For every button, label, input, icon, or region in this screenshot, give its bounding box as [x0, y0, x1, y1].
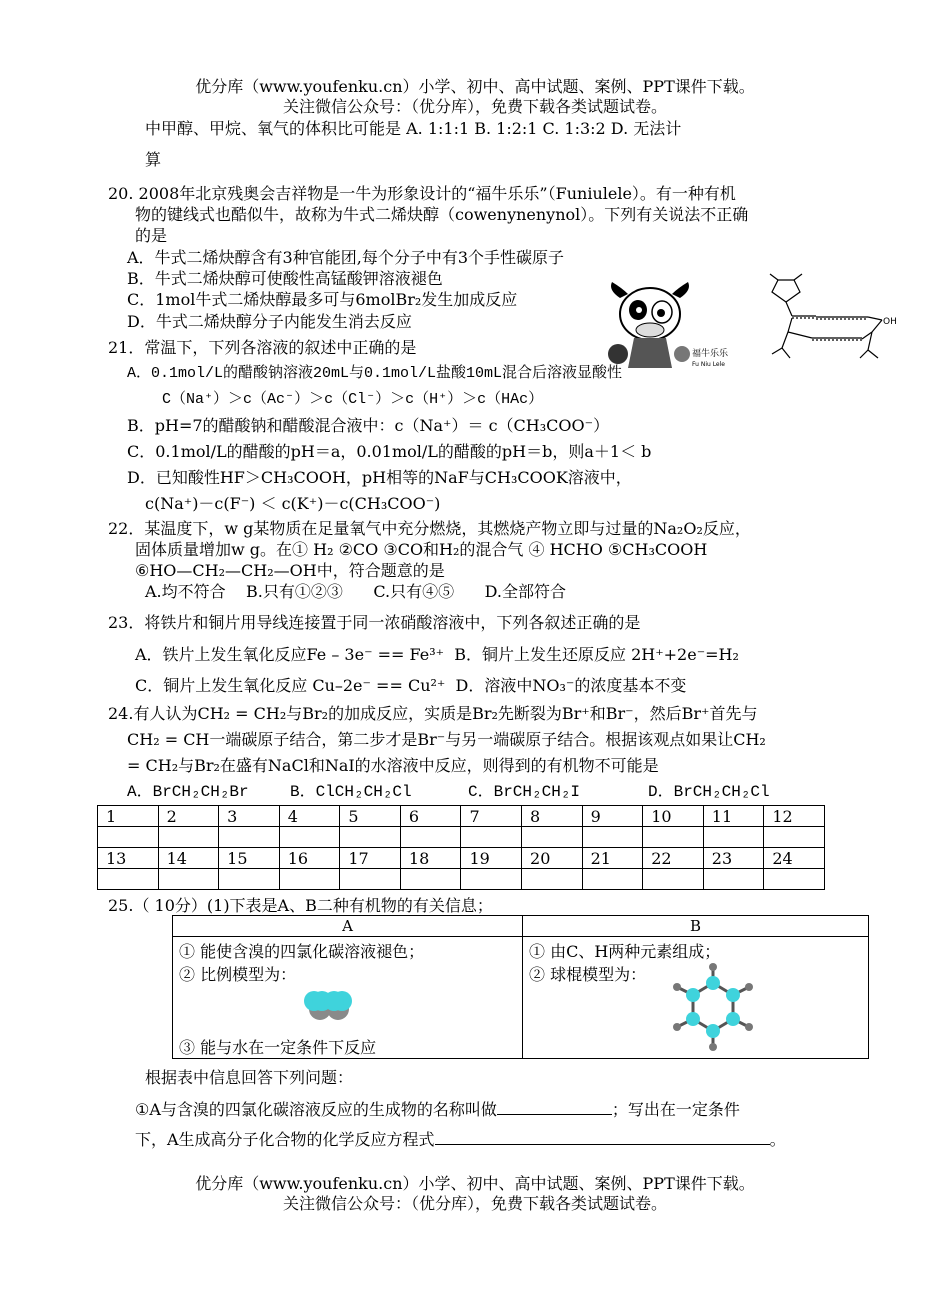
info-col-b-header: B: [523, 916, 869, 937]
answer-cell: 20: [522, 848, 583, 869]
answer-cell: 5: [340, 806, 401, 827]
q22-options: A.均不符合 B.只有①②③ C.只有④⑤ D.全部符合: [145, 582, 566, 601]
footer-line-2: 关注微信公众号：（优分库），免费下载各类试题试卷。: [282, 1194, 667, 1213]
q20-option-d: D．牛式二烯炔醇分子内能发生消去反应: [127, 312, 412, 331]
q25-stem: 25.（ 10分）(1)下表是A、B二种有机物的有关信息；: [108, 896, 493, 915]
q25-sub1-text-2: ；写出在一定条件: [611, 1100, 740, 1119]
q25-sub2-text: 下，A生成高分子化合物的化学反应方程式: [135, 1130, 435, 1149]
a-fact-2: ② 比例模型为：: [179, 965, 297, 984]
q21-stem: 21．常温下，下列各溶液的叙述中正确的是: [108, 338, 417, 357]
ethylene-space-filling-model: [298, 983, 358, 1023]
q25-sub1: [135, 1100, 740, 1120]
q21-option-d-line-2: c(Na⁺)－c(F⁻) ＜ c(K⁺)－c(CH₃COO⁻): [145, 494, 441, 513]
header-line-1: 优分库（www.youfenku.cn）小学、初中、高中试题、案例、PPT课件下载。: [195, 77, 755, 96]
answer-cell: 18: [400, 848, 461, 869]
q22-line-1: 22．某温度下，w g某物质在足量氧气中充分燃烧，其燃烧产物立即与过量的Na₂O₂反应，: [108, 519, 751, 538]
answer-table: [97, 805, 825, 890]
answer-cell: 13: [98, 848, 159, 869]
q25-sub2: [135, 1130, 786, 1150]
oh-label: OH: [883, 317, 897, 327]
info-cell-a: [173, 937, 523, 1059]
answer-cell: 12: [764, 806, 825, 827]
answer-cell: 2: [158, 806, 219, 827]
q24-option-d: D．BrCH₂CH₂Cl: [648, 783, 770, 801]
info-table: [172, 915, 869, 1059]
answer-cell: 15: [219, 848, 280, 869]
answer-cell: 1: [98, 806, 159, 827]
answer-cell: 3: [219, 806, 280, 827]
mascot-image: [598, 268, 729, 378]
mascot-subcaption: Fu Niu Lele: [692, 361, 725, 368]
q24-line-2: CH₂ = CH一端碳原子结合，第二步才是Br⁻与另一端碳原子结合。根据该观点如果让CH₂: [127, 730, 766, 749]
answer-cell: 8: [522, 806, 583, 827]
header-line-2: 关注微信公众号：（优分库），免费下载各类试题试卷。: [282, 97, 667, 116]
b-fact-2: ② 球棍模型为：: [529, 965, 647, 984]
mascot-caption: 福牛乐乐: [692, 349, 729, 359]
a-fact-1: ① 能使含溴的四氯化碳溶液褪色；: [179, 942, 425, 961]
q25-sub1-text: ①A与含溴的四氯化碳溶液反应的生成物的名称叫做: [135, 1100, 497, 1119]
answer-cell: 4: [279, 806, 340, 827]
answer-cell: 10: [643, 806, 704, 827]
info-col-a-header: A: [173, 916, 523, 937]
q23-options-cd: C．铜片上发生氧化反应 Cu–2e⁻ == Cu²⁺ D．溶液中NO₃⁻的浓度基本不变: [135, 676, 687, 695]
answer-blank-1[interactable]: [497, 1114, 612, 1115]
answer-cell: 9: [582, 806, 643, 827]
answer-cell: 7: [461, 806, 522, 827]
q24-line-3: = CH₂与Br₂在盛有NaCl和NaI的水溶液中反应，则得到的有机物不可能是: [127, 756, 659, 775]
q21-option-a-line-2: C（Na⁺）＞c（Ac⁻）＞c（Cl⁻）＞c（H⁺）＞c（HAc）: [162, 391, 544, 408]
a-fact-3: ③ 能与水在一定条件下反应: [179, 1038, 377, 1057]
answer-row-blank-2: [98, 869, 825, 890]
q20-line-2: 物的键线式也酷似牛，故称为牛式二烯炔醇（cowenynenynol）。下列有关说法不正确: [135, 205, 749, 224]
answer-cell: 21: [582, 848, 643, 869]
footer-line-1: 优分库（www.youfenku.cn）小学、初中、高中试题、案例、PPT课件下载。: [195, 1174, 755, 1193]
q23-options-ab: A．铁片上发生氧化反应Fe – 3e⁻ == Fe³⁺ B．铜片上发生还原反应 2H⁺+2e⁻=H₂: [135, 645, 739, 664]
q22-line-2: 固体质量增加w g。在① H₂ ②CO ③CO和H₂的混合气 ④ HCHO ⑤CH₃COOH: [135, 540, 708, 559]
q23-stem: 23．将铁片和铜片用导线连接置于同一浓硝酸溶液中，下列各叙述正确的是: [108, 613, 641, 632]
answer-cell: 22: [643, 848, 704, 869]
cowenynenynol-structure: [758, 272, 908, 372]
answer-cell: 14: [158, 848, 219, 869]
q20-line-3: 的是: [135, 226, 168, 245]
q20-line-1: 20. 2008年北京残奥会吉祥物是一牛为形象设计的“福牛乐乐”（Funiulele）。有一种有机: [108, 184, 736, 203]
answer-cell: 11: [703, 806, 764, 827]
answer-cell: 19: [461, 848, 522, 869]
answer-cell: 17: [340, 848, 401, 869]
q20-option-a: A．牛式二烯炔醇含有3种官能团,每个分子中有3个手性碳原子: [127, 248, 565, 267]
q21-option-b: B．pH=7的醋酸钠和醋酸混合液中：c（Na⁺）＝ c（CH₃COO⁻）: [127, 416, 610, 435]
answer-blank-2[interactable]: [435, 1144, 770, 1145]
q20-option-c: C．1mol牛式二烯炔醇最多可与6molBr₂发生加成反应: [127, 290, 518, 309]
q24-option-a: A．BrCH₂CH₂Br: [127, 783, 249, 801]
q24-option-b: B．ClCH₂CH₂Cl: [290, 783, 412, 801]
q22-line-3: ⑥HO—CH₂—CH₂—OH中，符合题意的是: [135, 561, 445, 580]
answer-cell: 23: [703, 848, 764, 869]
q25-sub2-end: 。: [769, 1130, 786, 1149]
q19-line-2: 算: [145, 150, 162, 169]
q21-option-c: C．0.1mol/L的醋酸的pH＝a，0.01mol/L的醋酸的pH＝b，则a＋1＜ b: [127, 442, 652, 461]
q21-option-d-line-1: D．已知酸性HF＞CH₃COOH，pH相等的NaF与CH₃COOK溶液中，: [127, 468, 632, 487]
benzene-ball-stick-model: [663, 961, 763, 1053]
q24-option-c: C．BrCH₂CH₂I: [468, 783, 581, 801]
b-fact-1: ① 由C、H两种元素组成；: [529, 942, 721, 961]
answer-row-numbers-2: [98, 848, 825, 869]
info-cell-b: [523, 937, 869, 1059]
answer-cell: 16: [279, 848, 340, 869]
q19-line-1: 中甲醇、甲烷、氧气的体积比可能是 A. 1:1:1 B. 1:2:1 C. 1:3:2 D. 无法计: [145, 119, 682, 138]
q25-prompt: 根据表中信息回答下列问题：: [145, 1068, 354, 1087]
q21-option-a-line-1: A．0.1mol/L的醋酸钠溶液20mL与0.1mol/L盐酸10mL混合后溶液显酸性: [127, 365, 623, 382]
answer-cell: 6: [400, 806, 461, 827]
answer-cell: 24: [764, 848, 825, 869]
answer-row-numbers-1: [98, 806, 825, 827]
answer-row-blank-1: [98, 827, 825, 848]
q20-option-b: B．牛式二烯炔醇可使酸性高锰酸钾溶液褪色: [127, 269, 443, 288]
q24-line-1: 24.有人认为CH₂ = CH₂与Br₂的加成反应，实质是Br₂先断裂为Br⁺和Br⁻，然后Br⁺首先与: [108, 704, 758, 723]
